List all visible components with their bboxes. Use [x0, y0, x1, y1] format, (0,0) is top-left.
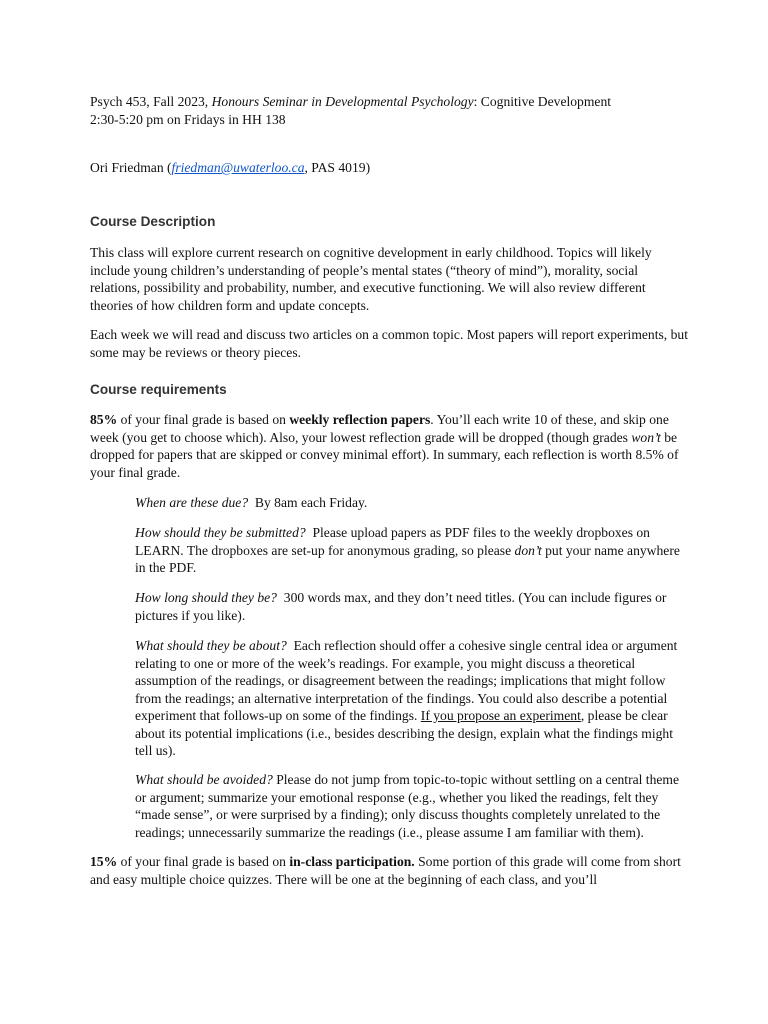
course-prefix: Psych 453, Fall 2023, [90, 94, 212, 109]
course-header [90, 93, 690, 128]
reflection-text-3: be dropped for papers that are skipped or convey minimal effort). In summary, each reflection is worth 8.5% of your final grade. [90, 429, 679, 480]
description-paragraph-2: Each week we will read and discuss two articles on a common topic. Most papers will report experiments, but some may be reviews or theory pieces. [90, 327, 688, 360]
reflection-papers-paragraph [90, 411, 690, 481]
participation-bold: in-class participation. [289, 854, 415, 869]
faq-submit-answer-1: Please upload papers as PDF files to the weekly dropboxes on LEARN. The dropboxes are set-up for anonymous grading, so please [135, 525, 654, 558]
faq-about [135, 637, 680, 760]
course-title: Honours Seminar in Developmental Psychology [211, 94, 474, 109]
instructor-name: Ori Friedman ( [90, 160, 172, 175]
faq-avoid [135, 771, 680, 841]
faq-length-answer: 300 words max, and they don’t need titles. (You can include figures or pictures if you like). [135, 590, 670, 623]
instructor-email-link[interactable]: friedman@uwaterloo.ca [171, 160, 305, 175]
participation-percent: 15% [90, 854, 118, 869]
faq-submit-dont: don’t [514, 542, 542, 558]
faq-about-answer-2: , please be clear about its potential implications (i.e., besides describing the design, explain what the findings might tell us). [135, 708, 673, 758]
reflection-percent: 85% [90, 412, 118, 427]
course-requirements-heading: Course requirements [90, 382, 227, 397]
instructor-line [90, 159, 690, 177]
course-schedule: 2:30-5:20 pm on Fridays in HH 138 [90, 111, 286, 127]
reflection-bold: weekly reflection papers [289, 412, 431, 427]
participation-text-2: Some portion of this grade will come from short and easy multiple choice quizzes. There will be one at the beginning of each class, and you’ll [90, 854, 681, 887]
faq-about-answer-1: Each reflection should offer a cohesive single central idea or argument relating to one or more of the week’s readings. For example, you might discuss a theoretical assumption of the readings, or disagreement between the readings; implications that might follow from the readings; an alternative interpretation of the findings. You could also describe a potential experiment that follows-up on some of the findings. [135, 638, 681, 723]
faq-submit-answer-2: put your name anywhere in the PDF. [135, 542, 680, 575]
reflection-wont: won’t [631, 429, 661, 445]
description-paragraph-1: This class will explore current research on cognitive development in early childhood. Topics will likely include young children’s understanding of people’s mental states (“theory of mind”), morality, social relations, possibility and probability, number, and executive functioning. We will also review different theories of how children form and update concepts. [90, 245, 652, 313]
faq-submit [135, 524, 680, 577]
participation-paragraph [90, 853, 690, 888]
course-description-heading: Course Description [90, 214, 216, 229]
faq-due-question: When are these due? [135, 495, 249, 510]
faq-avoid-question: What should be avoided? [135, 772, 273, 787]
reflection-text-2: . You’ll each write 10 of these, and skip one week (you get to choose which). Also, your lowest reflection grade will be dropped (though grades [90, 412, 669, 445]
reflection-text-1: of your final grade is based on [117, 412, 290, 427]
faq-avoid-answer: Please do not jump from topic-to-topic without settling on a central theme or argument; summarize your emotional response (e.g., whether you liked the readings, felt they “made sense”, or were surprised by a finding); only discuss thoughts completely unrelated to the readings; unnecessarily summarize the readings (i.e., please assume I am familiar with them). [135, 772, 680, 840]
faq-length [135, 589, 680, 624]
instructor-office: , PAS 4019) [304, 160, 371, 175]
faq-submit-question: How should they be submitted? [135, 525, 306, 540]
faq-about-question: What should they be about? [135, 638, 287, 653]
course-suffix: : Cognitive Development [473, 94, 612, 109]
participation-text-1: of your final grade is based on [117, 854, 290, 869]
faq-about-underlined: If you propose an experiment [420, 708, 581, 723]
faq-due [135, 494, 680, 512]
faq-due-answer: By 8am each Friday. [248, 495, 368, 510]
faq-length-question: How long should they be? [135, 590, 277, 605]
